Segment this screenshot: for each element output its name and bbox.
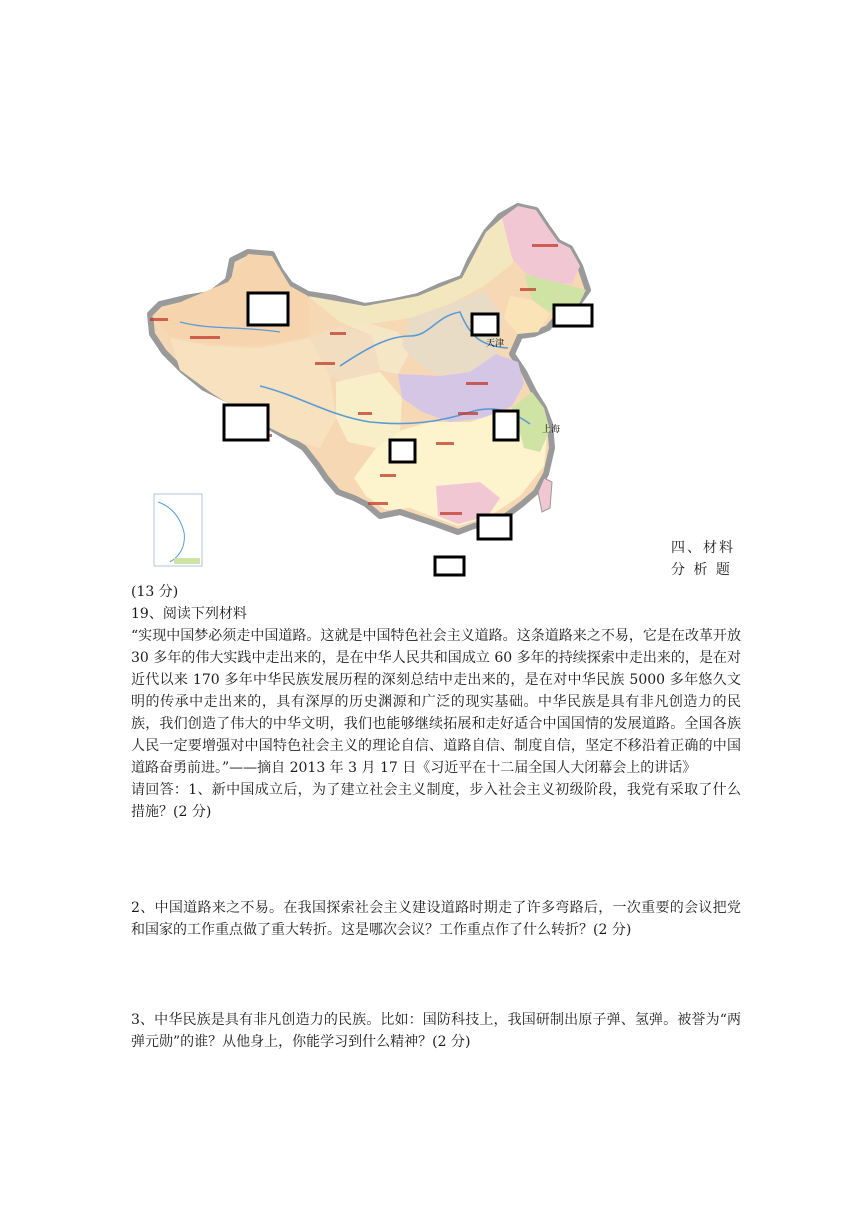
question-3: 3、中华民族是具有非凡创造力的民族。比如：国防科技上，我国研制出原子弹、氢弹。被誉为“两弹元勋”的谁？从他身上，你能学习到什么精神？(2 分) <box>131 1012 741 1050</box>
section-heading-line1: 四、材料 <box>671 540 735 556</box>
blank-box <box>494 411 518 440</box>
section-score: (13 分) <box>131 584 179 600</box>
question-1: 请回答：1、新中国成立后，为了建立社会主义制度，步入社会主义初级阶段，我党有采取了什么措施？(2 分) <box>131 782 741 820</box>
quote-passage: “实现中国梦必须走中国道路。这就是中国特色社会主义道路。这条道路来之不易，它是在改革开放 30 多年的伟大实践中走出来的，是在中华人民共和国成立 60 多年的持续探索中走出来的，是在对近代以来 170 多年中华民族发展历程的深刻总结中走出来的，是在对中华民族 5000 多年悠久文明的传承中走出来的，具有深厚的历史渊源和广泛的现实基础。中华民族是具有非凡创造力的民族，我们创造了伟大的中华文明，我们也能够继续拓展和走好适合中国国情的发展道路。全国各族人民一定要增强对中国特色社会主义的理论自信、道路自信、制度自信，坚定不移沿着正确的中国道路奋勇前进。”——摘自 2013 年 3 月 17 日《习近平在十二届全国人大闭幕会上的讲话》 <box>131 628 741 776</box>
inset-caption-bar <box>174 558 200 564</box>
shanghai-label: 上海 <box>542 425 561 435</box>
section-heading-line2: 分 析 题 <box>671 562 732 578</box>
blank-box <box>478 515 511 539</box>
blank-box <box>390 440 415 462</box>
blank-box <box>472 314 498 335</box>
blank-box <box>248 293 288 325</box>
tianjin-label: 天津 <box>486 339 505 349</box>
blank-box <box>224 405 268 440</box>
china-map <box>140 186 600 578</box>
blank-box <box>554 305 592 326</box>
question-number: 19、阅读下列材料 <box>131 606 247 622</box>
blank-box <box>435 557 464 575</box>
question-2: 2、中国道路来之不易。在我国探索社会主义建设道路时期走了许多弯路后，一次重要的会议把党和国家的工作重点做了重大转折。这是哪次会议？工作重点作了什么转折？(2 分) <box>131 900 741 938</box>
